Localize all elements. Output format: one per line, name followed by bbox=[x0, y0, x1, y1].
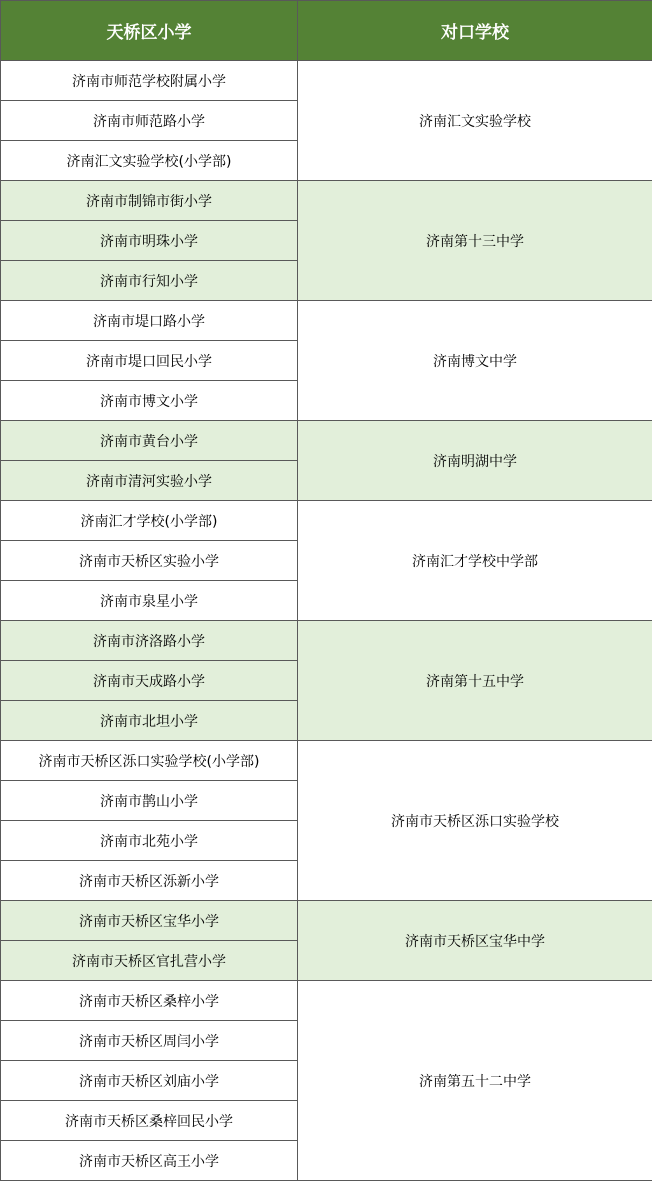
primary-school-cell: 济南市鹊山小学 bbox=[1, 781, 298, 821]
table-row bbox=[1, 501, 652, 541]
primary-school-cell: 济南市北坦小学 bbox=[1, 701, 298, 741]
primary-school-cell: 济南市堤口回民小学 bbox=[1, 341, 298, 381]
table-row bbox=[1, 901, 652, 941]
middle-school-cell: 济南市天桥区宝华中学 bbox=[298, 901, 652, 981]
primary-school-cell: 济南市黄台小学 bbox=[1, 421, 298, 461]
primary-school-cell: 济南市泉星小学 bbox=[1, 581, 298, 621]
primary-school-cell: 济南市北苑小学 bbox=[1, 821, 298, 861]
primary-school-cell: 济南市行知小学 bbox=[1, 261, 298, 301]
primary-school-cell: 济南汇才学校(小学部) bbox=[1, 501, 298, 541]
primary-school-cell: 济南市天桥区刘庙小学 bbox=[1, 1061, 298, 1101]
primary-school-cell: 济南市天桥区桑梓回民小学 bbox=[1, 1101, 298, 1141]
primary-school-cell: 济南市济洛路小学 bbox=[1, 621, 298, 661]
table-row bbox=[1, 301, 652, 341]
primary-school-cell: 济南市天桥区桑梓小学 bbox=[1, 981, 298, 1021]
table-body bbox=[1, 61, 652, 1181]
table-row bbox=[1, 61, 652, 101]
table-row bbox=[1, 181, 652, 221]
primary-school-cell: 济南汇文实验学校(小学部) bbox=[1, 141, 298, 181]
primary-school-column-header: 天桥区小学 bbox=[1, 1, 298, 61]
primary-school-cell: 济南市师范路小学 bbox=[1, 101, 298, 141]
table-row bbox=[1, 621, 652, 661]
primary-school-cell: 济南市天桥区官扎营小学 bbox=[1, 941, 298, 981]
table-row bbox=[1, 981, 652, 1021]
primary-school-cell: 济南市天桥区宝华小学 bbox=[1, 901, 298, 941]
primary-school-cell: 济南市天成路小学 bbox=[1, 661, 298, 701]
primary-school-cell: 济南市制锦市街小学 bbox=[1, 181, 298, 221]
middle-school-cell: 济南第十五中学 bbox=[298, 621, 652, 741]
middle-school-cell: 济南明湖中学 bbox=[298, 421, 652, 501]
middle-school-cell: 济南汇文实验学校 bbox=[298, 61, 652, 181]
primary-school-cell: 济南市明珠小学 bbox=[1, 221, 298, 261]
primary-school-cell: 济南市天桥区周闫小学 bbox=[1, 1021, 298, 1061]
primary-school-cell: 济南市天桥区高王小学 bbox=[1, 1141, 298, 1181]
table-row bbox=[1, 741, 652, 781]
table-row bbox=[1, 421, 652, 461]
primary-school-cell: 济南市博文小学 bbox=[1, 381, 298, 421]
middle-school-column-header: 对口学校 bbox=[298, 1, 652, 61]
primary-school-cell: 济南市清河实验小学 bbox=[1, 461, 298, 501]
middle-school-cell: 济南博文中学 bbox=[298, 301, 652, 421]
primary-school-cell: 济南市天桥区泺口实验学校(小学部) bbox=[1, 741, 298, 781]
header-row bbox=[1, 1, 652, 61]
primary-school-cell: 济南市师范学校附属小学 bbox=[1, 61, 298, 101]
middle-school-cell: 济南第五十二中学 bbox=[298, 981, 652, 1181]
middle-school-cell: 济南汇才学校中学部 bbox=[298, 501, 652, 621]
middle-school-cell: 济南第十三中学 bbox=[298, 181, 652, 301]
primary-school-cell: 济南市天桥区泺新小学 bbox=[1, 861, 298, 901]
primary-school-cell: 济南市天桥区实验小学 bbox=[1, 541, 298, 581]
primary-school-cell: 济南市堤口路小学 bbox=[1, 301, 298, 341]
middle-school-cell: 济南市天桥区泺口实验学校 bbox=[298, 741, 652, 901]
